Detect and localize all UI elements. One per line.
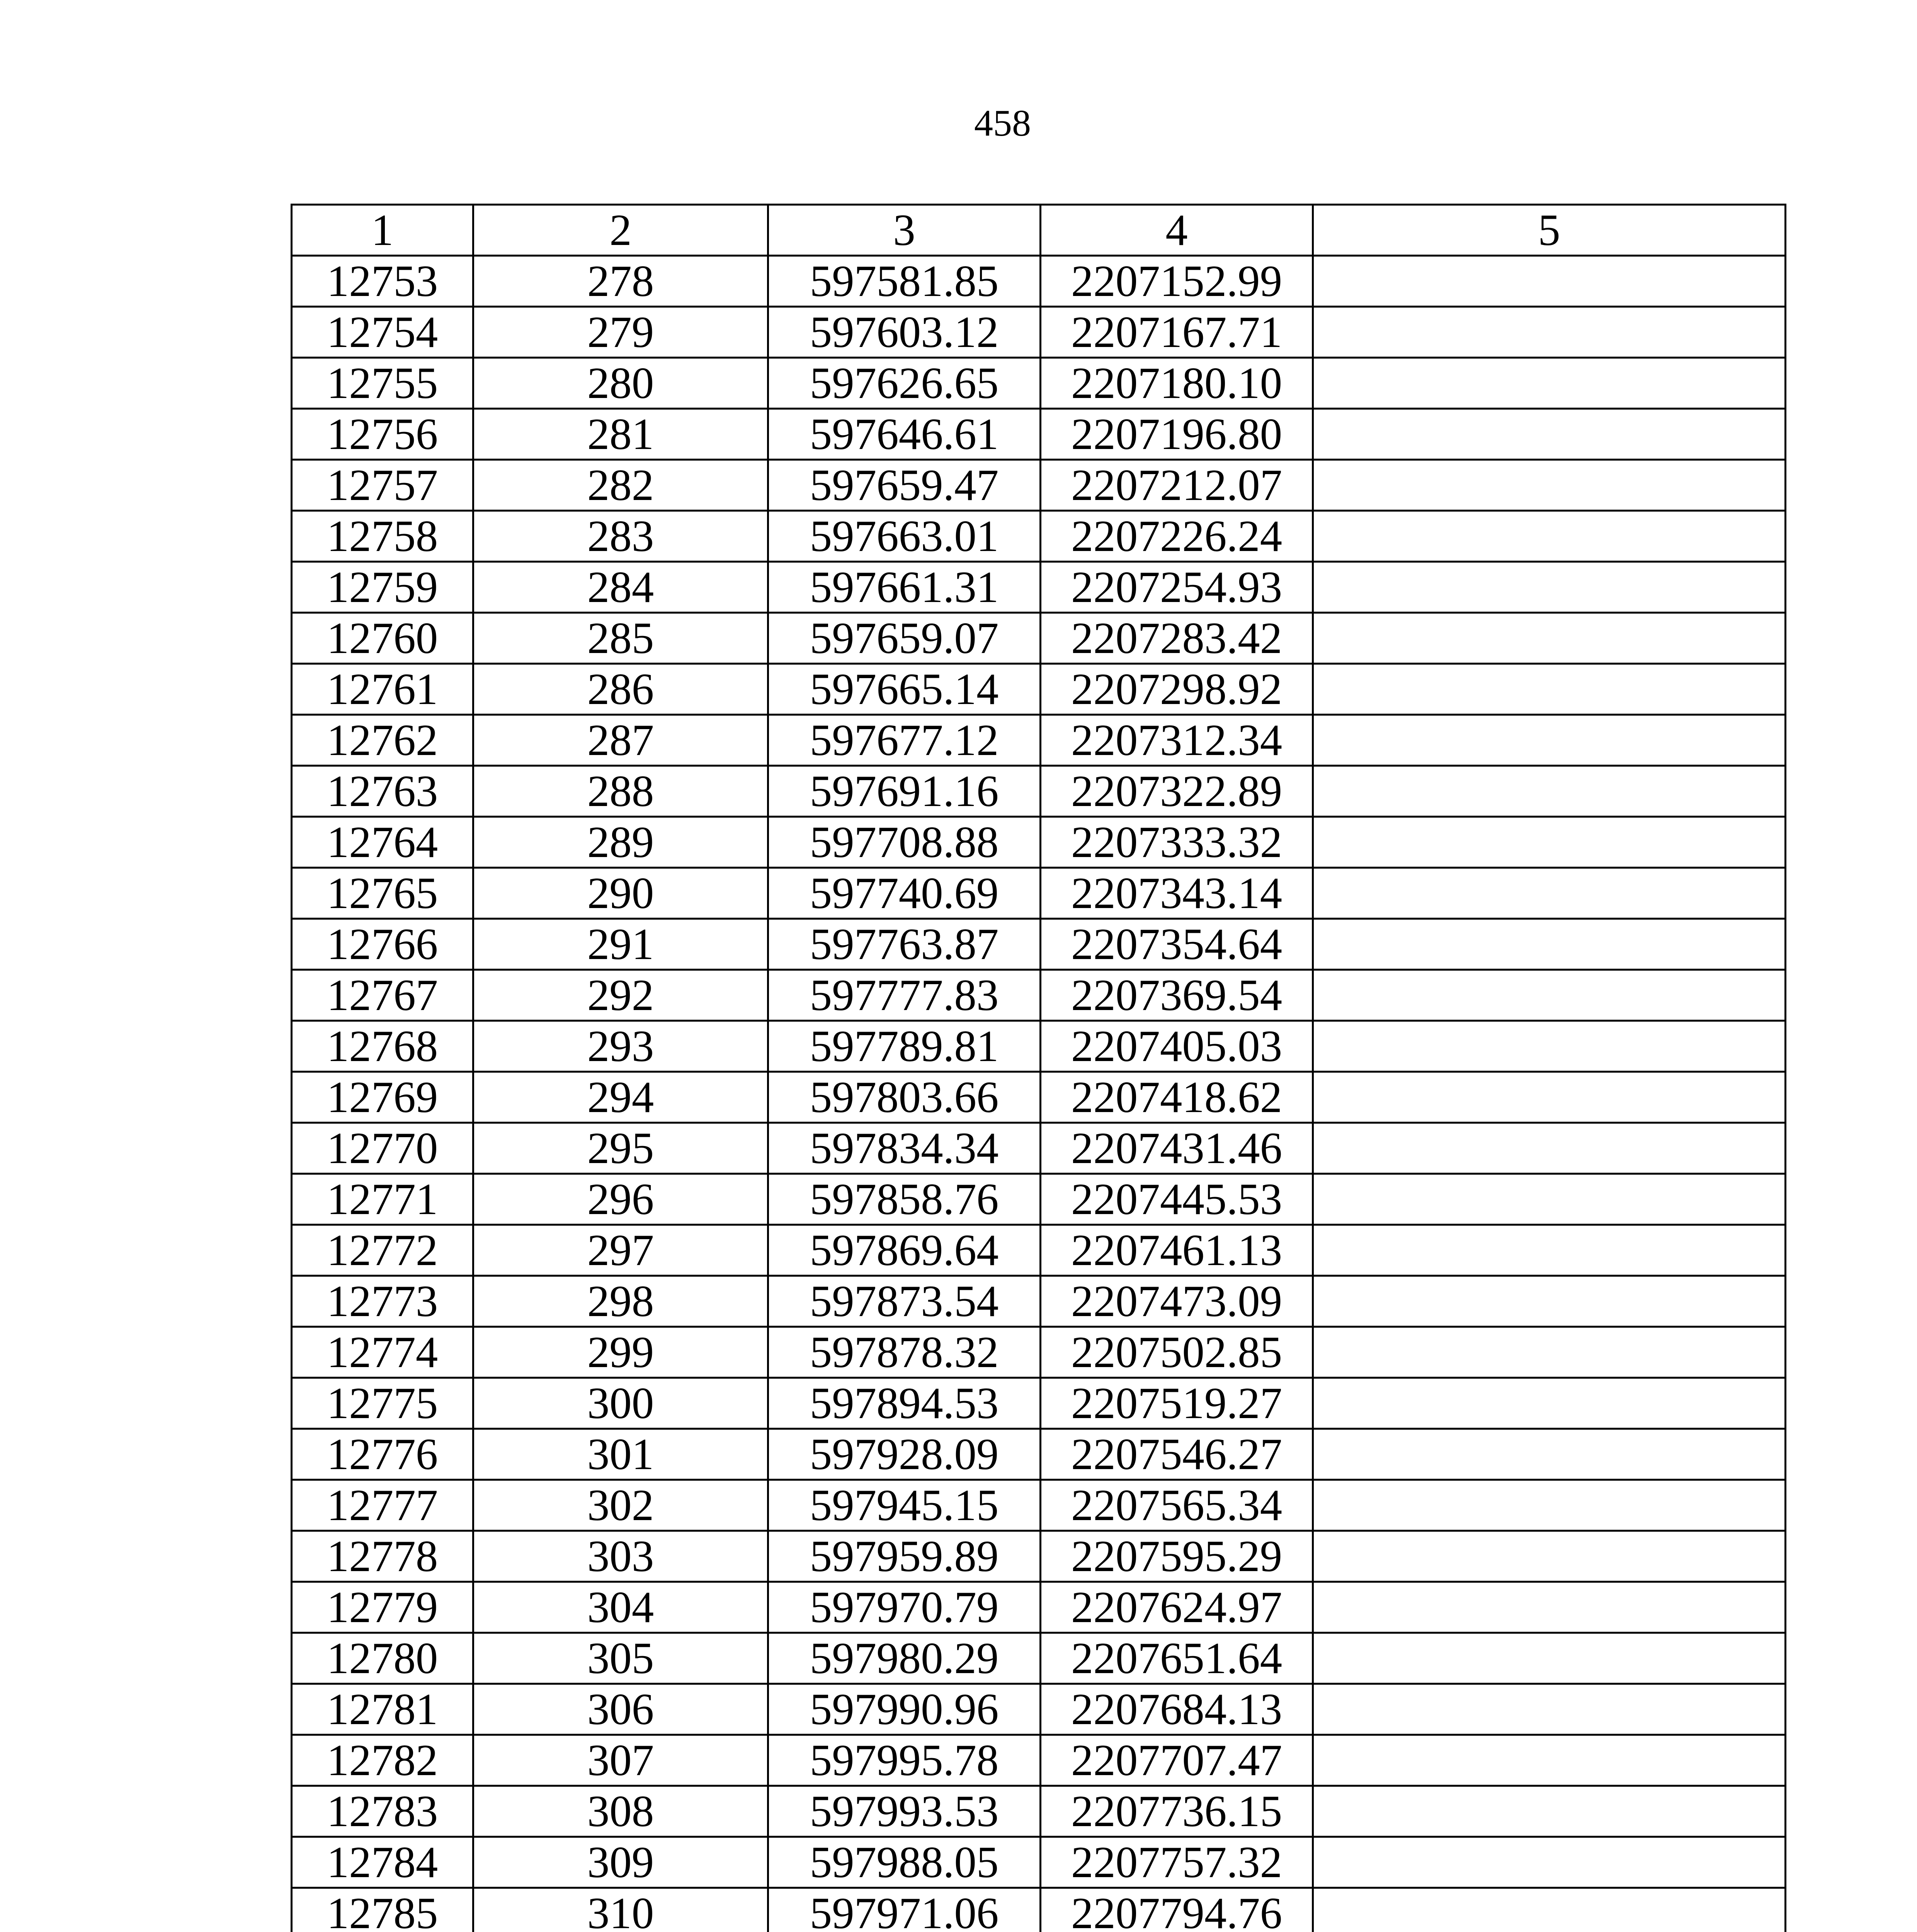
table-cell: 300 [473,1378,768,1429]
table-cell: 12780 [292,1633,473,1684]
table-cell: 12783 [292,1786,473,1837]
table-cell: 2207354.64 [1041,919,1313,970]
table-cell [1313,1174,1786,1225]
table-cell: 2207519.27 [1041,1378,1313,1429]
table-cell: 2207565.34 [1041,1480,1313,1531]
table-cell: 597603.12 [768,307,1041,358]
table-cell: 12759 [292,562,473,613]
table-cell: 12755 [292,358,473,409]
table-cell: 288 [473,766,768,817]
table-body [292,256,1786,1932]
table-cell [1313,1123,1786,1174]
table-cell: 281 [473,409,768,460]
table-cell: 303 [473,1531,768,1582]
table-cell: 597873.54 [768,1276,1041,1327]
table-row [292,1225,1786,1276]
table-cell: 284 [473,562,768,613]
table-cell: 12774 [292,1327,473,1378]
table-row [292,1786,1786,1837]
column-header: 4 [1041,205,1313,256]
table-cell: 2207322.89 [1041,766,1313,817]
table-cell [1313,409,1786,460]
table-cell: 597928.09 [768,1429,1041,1480]
table-row [292,1684,1786,1735]
table-cell: 12767 [292,970,473,1021]
table-row [292,1735,1786,1786]
table-cell: 297 [473,1225,768,1276]
table-cell [1313,766,1786,817]
table-cell [1313,1786,1786,1837]
table-cell: 12778 [292,1531,473,1582]
table-cell [1313,256,1786,307]
table-cell: 2207312.34 [1041,715,1313,766]
table-cell [1313,1276,1786,1327]
table-row [292,1327,1786,1378]
table-row [292,817,1786,868]
table-cell [1313,1225,1786,1276]
table-row [292,1531,1786,1582]
table-cell: 12758 [292,511,473,562]
table-row [292,1480,1786,1531]
table-cell: 12756 [292,409,473,460]
table-cell [1313,664,1786,715]
table-cell: 597661.31 [768,562,1041,613]
table-row [292,1837,1786,1888]
table-cell: 12769 [292,1072,473,1123]
table-cell: 597691.16 [768,766,1041,817]
table-cell [1313,511,1786,562]
table-row [292,664,1786,715]
table-cell: 282 [473,460,768,511]
table-cell: 12782 [292,1735,473,1786]
table-cell: 310 [473,1888,768,1932]
table-cell: 2207651.64 [1041,1633,1313,1684]
table-cell: 597988.05 [768,1837,1041,1888]
table-cell: 12777 [292,1480,473,1531]
table-cell [1313,970,1786,1021]
table-cell: 280 [473,358,768,409]
table-row [292,1276,1786,1327]
table-row [292,919,1786,970]
column-header: 2 [473,205,768,256]
column-header: 3 [768,205,1041,256]
table-cell [1313,1735,1786,1786]
table-cell: 2207624.97 [1041,1582,1313,1633]
table-cell: 278 [473,256,768,307]
table-row [292,460,1786,511]
table-cell [1313,1633,1786,1684]
table-cell: 290 [473,868,768,919]
table-cell [1313,613,1786,664]
table-cell [1313,1429,1786,1480]
table-cell: 597740.69 [768,868,1041,919]
table-row [292,256,1786,307]
table-cell: 304 [473,1582,768,1633]
table-cell: 2207684.13 [1041,1684,1313,1735]
table-cell: 12768 [292,1021,473,1072]
table-cell: 309 [473,1837,768,1888]
table-row [292,1123,1786,1174]
table-cell: 285 [473,613,768,664]
table-cell: 597894.53 [768,1378,1041,1429]
table-cell: 2207196.80 [1041,409,1313,460]
table-cell: 298 [473,1276,768,1327]
table-cell: 597980.29 [768,1633,1041,1684]
table-cell: 289 [473,817,768,868]
table-cell [1313,358,1786,409]
table-cell: 301 [473,1429,768,1480]
table-row [292,409,1786,460]
table-cell [1313,1837,1786,1888]
table-cell: 287 [473,715,768,766]
table-cell: 306 [473,1684,768,1735]
table-cell: 2207167.71 [1041,307,1313,358]
table-cell: 12771 [292,1174,473,1225]
table-cell: 2207405.03 [1041,1021,1313,1072]
table-cell: 296 [473,1174,768,1225]
table-cell [1313,1582,1786,1633]
table-cell [1313,460,1786,511]
table-cell: 597993.53 [768,1786,1041,1837]
table-row [292,307,1786,358]
table-row [292,1888,1786,1932]
table-cell: 2207445.53 [1041,1174,1313,1225]
column-header: 1 [292,205,473,256]
table-row [292,1174,1786,1225]
table-cell: 597878.32 [768,1327,1041,1378]
table-row [292,511,1786,562]
table-cell: 597659.47 [768,460,1041,511]
table-cell: 597659.07 [768,613,1041,664]
table-cell: 597995.78 [768,1735,1041,1786]
page-number: 458 [974,102,1031,144]
table-cell: 597945.15 [768,1480,1041,1531]
table-cell: 12775 [292,1378,473,1429]
table-cell: 305 [473,1633,768,1684]
table-cell: 597869.64 [768,1225,1041,1276]
table-cell: 2207431.46 [1041,1123,1313,1174]
table-cell [1313,1072,1786,1123]
table-cell [1313,1531,1786,1582]
table-cell: 2207180.10 [1041,358,1313,409]
table-cell: 2207418.62 [1041,1072,1313,1123]
table-cell: 2207736.15 [1041,1786,1313,1837]
table-cell: 283 [473,511,768,562]
table-cell: 12766 [292,919,473,970]
table-cell: 12762 [292,715,473,766]
table-cell: 12761 [292,664,473,715]
table-cell: 12763 [292,766,473,817]
table-cell: 597763.87 [768,919,1041,970]
table-cell [1313,868,1786,919]
table-row [292,613,1786,664]
table-cell: 597777.83 [768,970,1041,1021]
table-cell: 2207254.93 [1041,562,1313,613]
table-cell: 12781 [292,1684,473,1735]
table-cell: 597970.79 [768,1582,1041,1633]
table-cell [1313,1684,1786,1735]
table-cell: 2207226.24 [1041,511,1313,562]
table-cell [1313,1327,1786,1378]
coordinates-table [291,204,1786,1932]
table-row [292,715,1786,766]
table-row [292,1582,1786,1633]
table-cell: 597626.65 [768,358,1041,409]
table-cell: 295 [473,1123,768,1174]
table-cell: 597663.01 [768,511,1041,562]
table-cell: 12772 [292,1225,473,1276]
table-cell [1313,562,1786,613]
table-cell: 2207333.32 [1041,817,1313,868]
table-row [292,358,1786,409]
table-cell: 12757 [292,460,473,511]
table-cell: 2207707.47 [1041,1735,1313,1786]
table-cell: 307 [473,1735,768,1786]
table-row [292,1378,1786,1429]
table-row [292,1633,1786,1684]
table-cell [1313,919,1786,970]
table-cell: 292 [473,970,768,1021]
table-cell: 597646.61 [768,409,1041,460]
table-cell: 2207283.42 [1041,613,1313,664]
table-cell: 2207369.54 [1041,970,1313,1021]
table-cell: 2207595.29 [1041,1531,1313,1582]
table-cell: 597803.66 [768,1072,1041,1123]
table-cell: 2207152.99 [1041,256,1313,307]
table-header-row [292,205,1786,256]
table-cell [1313,817,1786,868]
table-cell: 12754 [292,307,473,358]
table-cell: 597677.12 [768,715,1041,766]
table-cell [1313,1888,1786,1932]
table-cell: 293 [473,1021,768,1072]
table-cell [1313,715,1786,766]
table-row [292,1429,1786,1480]
table-cell: 2207298.92 [1041,664,1313,715]
table-cell [1313,1480,1786,1531]
table-cell: 597834.34 [768,1123,1041,1174]
table-cell: 597858.76 [768,1174,1041,1225]
table-cell: 12760 [292,613,473,664]
table-cell: 286 [473,664,768,715]
table-cell: 2207757.32 [1041,1837,1313,1888]
table-cell: 2207502.85 [1041,1327,1313,1378]
table-cell: 2207343.14 [1041,868,1313,919]
table-cell [1313,1378,1786,1429]
table-cell: 12773 [292,1276,473,1327]
table-cell: 12753 [292,256,473,307]
table-cell [1313,307,1786,358]
table-cell: 12779 [292,1582,473,1633]
table-cell: 2207546.27 [1041,1429,1313,1480]
table-row [292,970,1786,1021]
table-row [292,1072,1786,1123]
table-cell: 12770 [292,1123,473,1174]
table-cell: 291 [473,919,768,970]
table-cell: 597665.14 [768,664,1041,715]
table-cell: 12764 [292,817,473,868]
table-cell: 597959.89 [768,1531,1041,1582]
table-cell: 12784 [292,1837,473,1888]
table-cell: 299 [473,1327,768,1378]
table-cell: 2207794.76 [1041,1888,1313,1932]
table-cell: 308 [473,1786,768,1837]
table-cell [1313,1021,1786,1072]
table-cell: 12785 [292,1888,473,1932]
table-cell: 12776 [292,1429,473,1480]
table-cell: 12765 [292,868,473,919]
table-cell: 302 [473,1480,768,1531]
table-cell: 597708.88 [768,817,1041,868]
table-cell: 279 [473,307,768,358]
table-row [292,562,1786,613]
table-cell: 2207461.13 [1041,1225,1313,1276]
column-header: 5 [1313,205,1786,256]
table-cell: 294 [473,1072,768,1123]
table-row [292,868,1786,919]
table-cell: 597789.81 [768,1021,1041,1072]
table-cell: 597990.96 [768,1684,1041,1735]
table-cell: 597971.06 [768,1888,1041,1932]
table-cell: 2207212.07 [1041,460,1313,511]
table-cell: 597581.85 [768,256,1041,307]
table-row [292,1021,1786,1072]
table-row [292,766,1786,817]
table-cell: 2207473.09 [1041,1276,1313,1327]
